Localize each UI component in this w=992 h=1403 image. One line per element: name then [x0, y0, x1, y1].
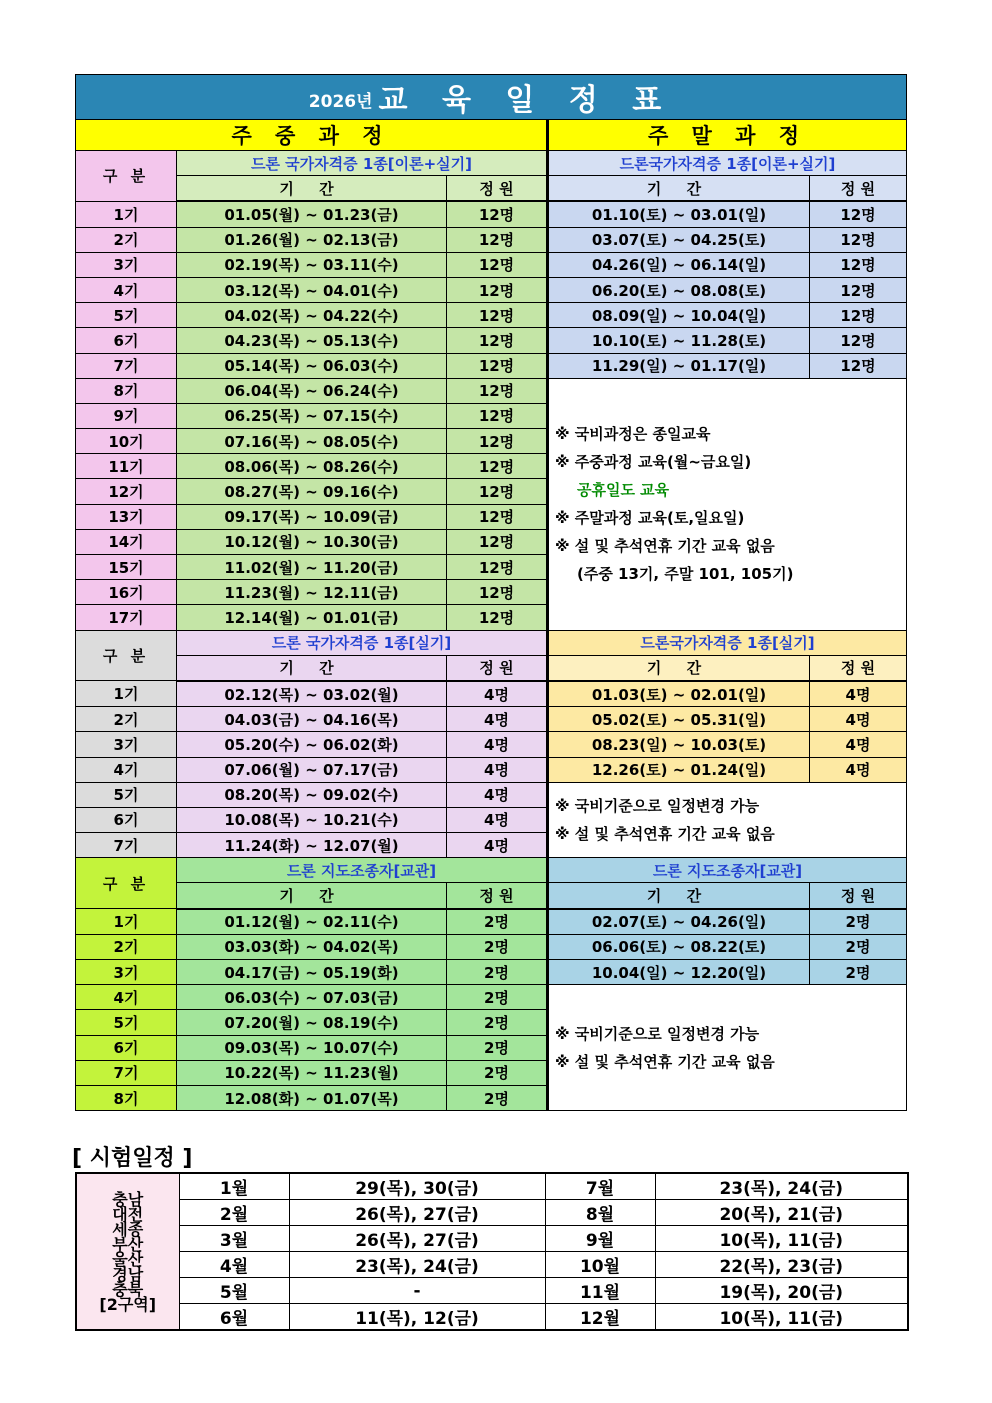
section3-weekday-capacity: 2명 — [447, 1060, 548, 1085]
exam-region-name: 충북 — [112, 1279, 144, 1299]
section1-term: 12기 — [76, 479, 177, 504]
section1-row — [76, 353, 907, 378]
exam-month-first-half: 2월 — [179, 1200, 289, 1226]
section2-term: 1기 — [76, 681, 177, 707]
section1-weekday-period: 03.12(목) ~ 04.01(수) — [177, 277, 447, 302]
section3-weekday-capacity: 2명 — [447, 985, 548, 1010]
section3-weekend-capacity: 2명 — [810, 909, 907, 935]
section3-weekend-capacity-label: 정 원 — [810, 883, 907, 909]
section2-term: 2기 — [76, 707, 177, 732]
section2-weekday-period: 07.06(월) ~ 07.17(금) — [177, 757, 447, 782]
section3-weekend-capacity: 2명 — [810, 960, 907, 985]
section1-note-line: ※ 국비과정은 종일교육 — [555, 425, 711, 444]
exam-row — [76, 1226, 908, 1252]
section3-weekday-capacity: 2명 — [447, 1085, 548, 1110]
exam-month-second-half: 8월 — [545, 1200, 655, 1226]
section3-weekday-period: 07.20(월) ~ 08.19(수) — [177, 1010, 447, 1035]
section1-term: 15기 — [76, 555, 177, 580]
section1-weekday-capacity: 12명 — [447, 201, 548, 227]
section2-notes — [548, 782, 907, 858]
section1-note-line: ※ 주말과정 교육(토,일요일) — [555, 509, 745, 528]
section1-weekday-period: 11.02(월) ~ 11.20(금) — [177, 555, 447, 580]
section3-weekday-capacity-label: 정 원 — [447, 883, 548, 909]
section2-term: 5기 — [76, 782, 177, 807]
section1-weekend-capacity: 12명 — [810, 252, 907, 277]
section1-weekday-period: 08.06(목) ~ 08.26(수) — [177, 454, 447, 479]
section2-weekday-period: 04.03(금) ~ 04.16(목) — [177, 707, 447, 732]
section1-weekend-period: 03.07(토) ~ 04.25(토) — [548, 227, 810, 252]
section1-weekend-period: 10.10(토) ~ 11.28(토) — [548, 328, 810, 353]
section2-group-label: 구 분 — [76, 630, 177, 681]
section2-note-line: ※ 국비기준으로 일정변경 가능 — [555, 796, 760, 815]
section2-weekday-title: 드론 국가자격증 1종[실기] — [177, 630, 548, 655]
section1-weekend-period: 08.09(일) ~ 10.04(일) — [548, 303, 810, 328]
section1-weekend-capacity: 12명 — [810, 227, 907, 252]
section2-row — [76, 732, 907, 757]
section3-weekday-period: 03.03(화) ~ 04.02(목) — [177, 934, 447, 959]
section1-term: 8기 — [76, 378, 177, 403]
exam-month-first-half: 5월 — [179, 1278, 289, 1304]
exam-dates-first-half: 23(목), 24(금) — [289, 1252, 545, 1278]
section2-weekend-capacity: 4명 — [810, 757, 907, 782]
exam-region-name: [2구역] — [99, 1294, 157, 1314]
section1-weekday-capacity: 12명 — [447, 252, 548, 277]
exam-dates-second-half: 20(목), 21(금) — [655, 1200, 908, 1226]
section2-weekday-capacity: 4명 — [447, 807, 548, 832]
section2-term: 7기 — [76, 833, 177, 858]
section2-weekday-capacity: 4명 — [447, 833, 548, 858]
section3-weekday-capacity: 2명 — [447, 934, 548, 959]
section1-weekday-period: 04.23(목) ~ 05.13(수) — [177, 328, 447, 353]
section1-weekday-title: 드론 국가자격증 1종[이론+실기] — [177, 151, 548, 176]
section2-weekend-capacity: 4명 — [810, 707, 907, 732]
section2-weekday-capacity: 4명 — [447, 757, 548, 782]
section2-term: 6기 — [76, 807, 177, 832]
section1-row — [76, 378, 907, 403]
section3-weekday-period: 09.03(목) ~ 10.07(수) — [177, 1035, 447, 1060]
section2-weekend-capacity: 4명 — [810, 732, 907, 757]
section1-weekday-capacity: 12명 — [447, 555, 548, 580]
section1-weekend-capacity: 12명 — [810, 353, 907, 378]
section2-weekend-capacity-label: 정 원 — [810, 655, 907, 681]
section2-weekend-period: 08.23(일) ~ 10.03(토) — [548, 732, 810, 757]
section2-weekend-period: 12.26(토) ~ 01.24(일) — [548, 757, 810, 782]
section1-weekend-period-label: 기 간 — [548, 176, 810, 202]
exam-month-second-half: 10월 — [545, 1252, 655, 1278]
exam-row — [76, 1200, 908, 1226]
exam-month-second-half: 9월 — [545, 1226, 655, 1252]
section3-weekend-title: 드론 지도조종자[교관] — [548, 858, 907, 883]
section2-weekend-title: 드론국가자격증 1종[실기] — [548, 630, 907, 655]
section3-weekday-period: 04.17(금) ~ 05.19(화) — [177, 960, 447, 985]
schedule-title — [76, 75, 907, 120]
section3-term: 2기 — [76, 934, 177, 959]
exam-month-first-half: 4월 — [179, 1252, 289, 1278]
section2-weekday-period: 05.20(수) ~ 06.02(화) — [177, 732, 447, 757]
section1-weekday-period: 01.05(월) ~ 01.23(금) — [177, 201, 447, 227]
section3-term: 1기 — [76, 909, 177, 935]
exam-schedule-title: [ 시험일정 ] — [72, 1146, 193, 1171]
section1-row — [76, 303, 907, 328]
exam-row — [76, 1304, 908, 1331]
section2-weekday-capacity: 4명 — [447, 782, 548, 807]
section3-row — [76, 985, 907, 1010]
section1-term: 11기 — [76, 454, 177, 479]
section1-row — [76, 201, 907, 227]
exam-dates-first-half: - — [289, 1278, 545, 1304]
section2-weekday-period: 02.12(목) ~ 03.02(월) — [177, 681, 447, 707]
exam-dates-second-half: 22(목), 23(금) — [655, 1252, 908, 1278]
section3-term: 5기 — [76, 1010, 177, 1035]
section1-weekend-capacity: 12명 — [810, 303, 907, 328]
section3-weekday-title: 드론 지도조종자[교관] — [177, 858, 548, 883]
exam-row — [76, 1252, 908, 1278]
section1-weekday-capacity-label: 정 원 — [447, 176, 548, 202]
section1-weekday-period: 02.19(목) ~ 03.11(수) — [177, 252, 447, 277]
section2-weekend-period: 01.03(토) ~ 02.01(일) — [548, 681, 810, 707]
section2-weekday-capacity: 4명 — [447, 707, 548, 732]
section1-weekday-period: 07.16(목) ~ 08.05(수) — [177, 429, 447, 454]
section1-weekday-period-label: 기 간 — [177, 176, 447, 202]
exam-schedule-table — [75, 1172, 909, 1331]
section1-term: 5기 — [76, 303, 177, 328]
section1-term: 16기 — [76, 580, 177, 605]
section1-weekday-period: 08.27(목) ~ 09.16(수) — [177, 479, 447, 504]
section1-weekday-capacity: 12명 — [447, 353, 548, 378]
section2-weekday-period: 11.24(화) ~ 12.07(월) — [177, 833, 447, 858]
section1-term: 7기 — [76, 353, 177, 378]
section3-term: 3기 — [76, 960, 177, 985]
section1-weekday-period: 09.17(목) ~ 10.09(금) — [177, 504, 447, 529]
section3-weekday-period-label: 기 간 — [177, 883, 447, 909]
section1-group-label: 구 분 — [76, 151, 177, 202]
exam-dates-second-half: 23(목), 24(금) — [655, 1173, 908, 1200]
section2-weekday-period: 10.08(목) ~ 10.21(수) — [177, 807, 447, 832]
section1-weekday-capacity: 12명 — [447, 303, 548, 328]
section1-weekday-period: 06.04(목) ~ 06.24(수) — [177, 378, 447, 403]
section2-term: 3기 — [76, 732, 177, 757]
exam-dates-second-half: 10(목), 11(금) — [655, 1226, 908, 1252]
section2-weekend-capacity: 4명 — [810, 681, 907, 707]
exam-month-second-half: 12월 — [545, 1304, 655, 1331]
section1-term: 14기 — [76, 529, 177, 554]
exam-dates-first-half: 26(목), 27(금) — [289, 1226, 545, 1252]
section1-row — [76, 252, 907, 277]
section3-notes — [548, 985, 907, 1111]
section1-weekday-capacity: 12명 — [447, 479, 548, 504]
exam-dates-first-half: 26(목), 27(금) — [289, 1200, 545, 1226]
section1-weekday-period: 06.25(목) ~ 07.15(수) — [177, 403, 447, 428]
exam-month-second-half: 11월 — [545, 1278, 655, 1304]
section2-term: 4기 — [76, 757, 177, 782]
exam-row — [76, 1173, 908, 1200]
section1-weekday-period: 04.02(목) ~ 04.22(수) — [177, 303, 447, 328]
section1-term: 6기 — [76, 328, 177, 353]
title-year: 2026년 — [308, 92, 373, 112]
section1-term: 1기 — [76, 201, 177, 227]
section1-row — [76, 227, 907, 252]
section1-weekday-capacity: 12명 — [447, 429, 548, 454]
schedule-table — [75, 74, 907, 1111]
section3-weekday-period: 01.12(월) ~ 02.11(수) — [177, 909, 447, 935]
section3-weekday-period: 10.22(목) ~ 11.23(월) — [177, 1060, 447, 1085]
section1-term: 13기 — [76, 504, 177, 529]
exam-dates-first-half: 29(목), 30(금) — [289, 1173, 545, 1200]
section1-row — [76, 277, 907, 302]
section1-weekday-capacity: 12명 — [447, 328, 548, 353]
section3-weekend-period-label: 기 간 — [548, 883, 810, 909]
section1-term: 17기 — [76, 605, 177, 630]
title-main: 교 육 일 정 표 — [378, 83, 674, 118]
section1-weekday-capacity: 12명 — [447, 529, 548, 554]
section3-group-label: 구 분 — [76, 858, 177, 909]
section3-weekday-period: 06.03(수) ~ 07.03(금) — [177, 985, 447, 1010]
exam-row — [76, 1278, 908, 1304]
section3-term: 4기 — [76, 985, 177, 1010]
section1-row — [76, 328, 907, 353]
section1-weekday-capacity: 12명 — [447, 403, 548, 428]
section1-weekday-period: 01.26(월) ~ 02.13(금) — [177, 227, 447, 252]
exam-region-name: 충남 — [112, 1189, 144, 1209]
section1-weekend-capacity: 12명 — [810, 328, 907, 353]
section1-weekday-capacity: 12명 — [447, 454, 548, 479]
exam-region-name: 부산 — [112, 1234, 144, 1254]
section1-weekend-period: 01.10(토) ~ 03.01(일) — [548, 201, 810, 227]
section3-row — [76, 909, 907, 935]
section1-notes — [548, 378, 907, 630]
weekday-course-header: 주 중 과 정 — [76, 120, 548, 151]
section1-term: 4기 — [76, 277, 177, 302]
section3-note-line: ※ 설 및 추석연휴 기간 교육 없음 — [555, 1052, 775, 1071]
section3-weekday-capacity: 2명 — [447, 909, 548, 935]
section3-weekday-capacity: 2명 — [447, 1035, 548, 1060]
section1-weekend-capacity: 12명 — [810, 201, 907, 227]
section1-term: 2기 — [76, 227, 177, 252]
exam-dates-first-half: 11(목), 12(금) — [289, 1304, 545, 1331]
section1-note-line: ※ 주중과정 교육(월~금요일) — [555, 453, 752, 472]
section2-weekday-capacity-label: 정 원 — [447, 655, 548, 681]
exam-month-first-half: 3월 — [179, 1226, 289, 1252]
exam-dates-second-half: 19(목), 20(금) — [655, 1278, 908, 1304]
section2-row — [76, 757, 907, 782]
section3-term: 7기 — [76, 1060, 177, 1085]
section2-row — [76, 707, 907, 732]
exam-region-name: 울산 — [112, 1249, 144, 1269]
section1-weekend-period: 11.29(일) ~ 01.17(일) — [548, 353, 810, 378]
section1-weekday-capacity: 12명 — [447, 378, 548, 403]
exam-month-first-half: 6월 — [179, 1304, 289, 1331]
weekend-course-header: 주 말 과 정 — [548, 120, 907, 151]
section3-term: 8기 — [76, 1085, 177, 1110]
section1-term: 3기 — [76, 252, 177, 277]
exam-region-name: 세종 — [112, 1219, 144, 1239]
exam-regions — [76, 1173, 179, 1330]
section3-row — [76, 934, 907, 959]
section3-weekend-period: 10.04(일) ~ 12.20(일) — [548, 960, 810, 985]
section1-weekday-period: 10.12(월) ~ 10.30(금) — [177, 529, 447, 554]
section1-weekend-period: 04.26(일) ~ 06.14(일) — [548, 252, 810, 277]
section2-weekday-capacity: 4명 — [447, 681, 548, 707]
section1-weekday-capacity: 12명 — [447, 504, 548, 529]
section1-term: 9기 — [76, 403, 177, 428]
section1-weekday-capacity: 12명 — [447, 580, 548, 605]
section1-weekday-period: 05.14(목) ~ 06.03(수) — [177, 353, 447, 378]
section3-weekend-capacity: 2명 — [810, 934, 907, 959]
section3-term: 6기 — [76, 1035, 177, 1060]
exam-month-second-half: 7월 — [545, 1173, 655, 1200]
section1-weekend-capacity-label: 정 원 — [810, 176, 907, 202]
section1-weekday-capacity: 12명 — [447, 605, 548, 630]
section2-row — [76, 782, 907, 807]
section2-weekend-period: 05.02(토) ~ 05.31(일) — [548, 707, 810, 732]
section1-weekend-period: 06.20(토) ~ 08.08(토) — [548, 277, 810, 302]
section2-weekday-capacity: 4명 — [447, 732, 548, 757]
section1-weekday-capacity: 12명 — [447, 227, 548, 252]
section2-row — [76, 681, 907, 707]
section2-note-line: ※ 설 및 추석연휴 기간 교육 없음 — [555, 824, 775, 843]
section3-note-line: ※ 국비기준으로 일정변경 가능 — [555, 1024, 760, 1043]
section3-weekday-capacity: 2명 — [447, 1010, 548, 1035]
section1-note-line: ※ 설 및 추석연휴 기간 교육 없음 — [555, 537, 775, 556]
exam-region-name: 경남 — [112, 1264, 144, 1284]
section1-note-line: 공휴일도 교육 — [577, 481, 670, 500]
section1-term: 10기 — [76, 429, 177, 454]
exam-dates-second-half: 10(목), 11(금) — [655, 1304, 908, 1331]
section3-row — [76, 960, 907, 985]
section3-weekend-period: 06.06(토) ~ 08.22(토) — [548, 934, 810, 959]
section3-weekday-period: 12.08(화) ~ 01.07(목) — [177, 1085, 447, 1110]
section1-note-line: (주중 13기, 주말 101, 105기) — [577, 565, 794, 584]
section1-weekend-title: 드론국가자격증 1종[이론+실기] — [548, 151, 907, 176]
section3-weekend-period: 02.07(토) ~ 04.26(일) — [548, 909, 810, 935]
section3-weekday-capacity: 2명 — [447, 960, 548, 985]
exam-region-name: 대전 — [112, 1204, 144, 1224]
exam-month-first-half: 1월 — [179, 1173, 289, 1200]
section2-weekday-period: 08.20(목) ~ 09.02(수) — [177, 782, 447, 807]
section1-weekday-capacity: 12명 — [447, 277, 548, 302]
section2-weekend-period-label: 기 간 — [548, 655, 810, 681]
section1-weekday-period: 12.14(월) ~ 01.01(금) — [177, 605, 447, 630]
section2-weekday-period-label: 기 간 — [177, 655, 447, 681]
section1-weekend-capacity: 12명 — [810, 277, 907, 302]
section1-weekday-period: 11.23(월) ~ 12.11(금) — [177, 580, 447, 605]
